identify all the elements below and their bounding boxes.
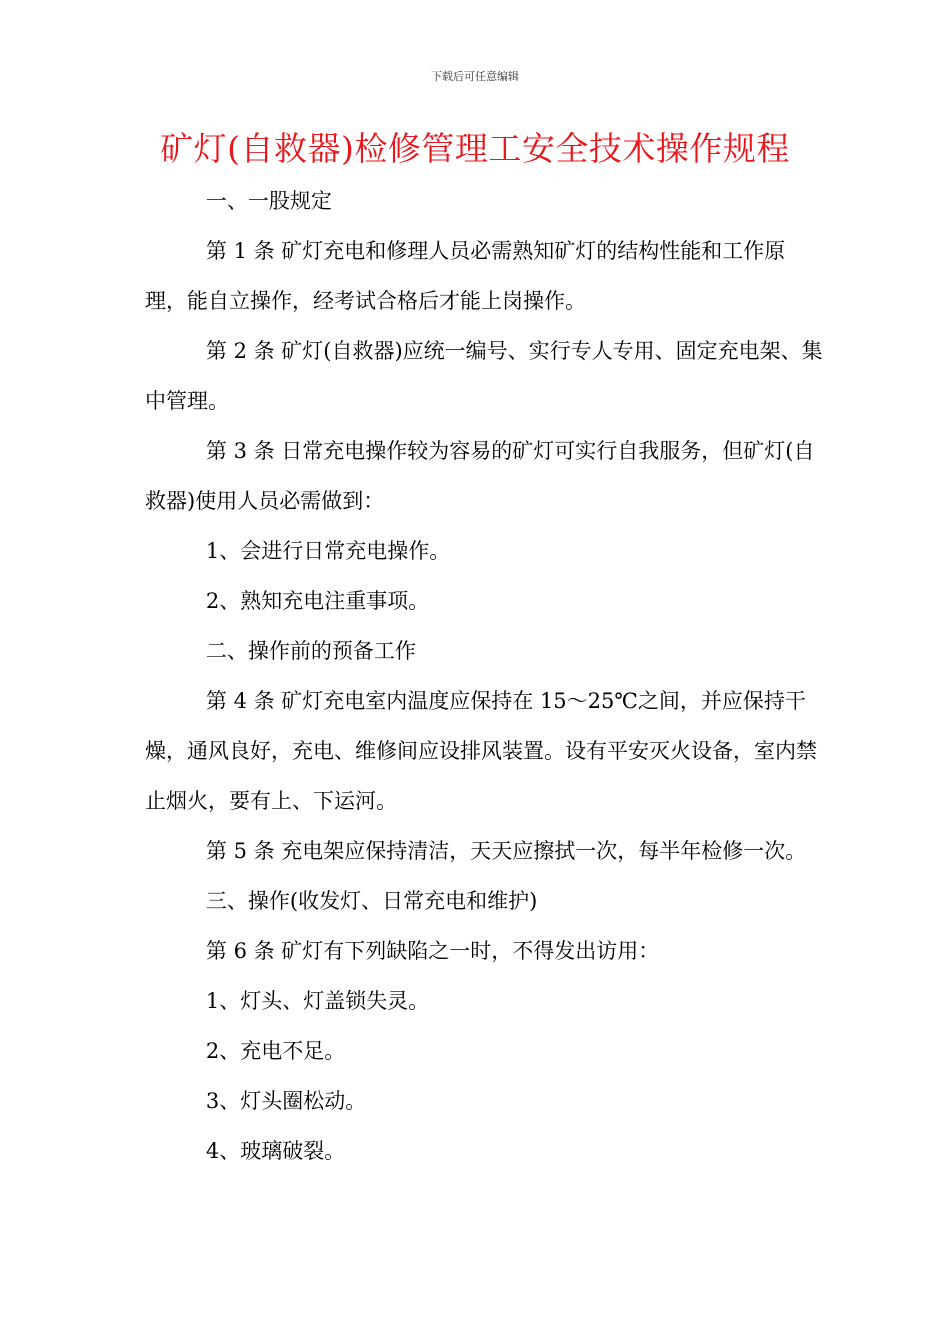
list-item-2: 2、熟知充电注重事项。: [205, 589, 430, 613]
list-item-1: 1、会进行日常充电操作。: [205, 539, 451, 563]
article-3: 第 3 条 日常充电操作较为容易的矿灯可实行自我服务，但矿灯(自救器)使用人员必需做到：: [145, 439, 815, 513]
defect-item-2: 2、充电不足。: [205, 1039, 346, 1063]
defect-item-1: 1、灯头、灯盖锁失灵。: [205, 989, 430, 1013]
section-heading-operation: 三、操作(收发灯、日常充电和维护): [205, 889, 538, 913]
header-note: 下载后可任意编辑: [431, 70, 519, 83]
article-5: 第 5 条 充电架应保持清洁，天天应擦拭一次，每半年检修一次。: [205, 839, 807, 863]
article-1: 第 1 条 矿灯充电和修理人员必需熟知矿灯的结构性能和工作原理，能自立操作，经考试合格后才能上岗操作。: [145, 239, 786, 313]
document-title: 矿灯(自救器)检修管理工安全技术操作规程: [160, 129, 790, 168]
section-heading-general: 一、一股规定: [205, 189, 332, 213]
defect-item-4: 4、玻璃破裂。: [205, 1139, 346, 1163]
article-2: 第 2 条 矿灯(自救器)应统一编号、实行专人专用、固定充电架、集中管理。: [145, 339, 823, 413]
document-body: [145, 176, 825, 1176]
defect-item-3: 3、灯头圈松动。: [205, 1089, 367, 1113]
section-heading-preparation: 二、操作前的预备工作: [205, 639, 416, 663]
article-4: 第 4 条 矿灯充电室内温度应保持在 15～25℃之间，并应保持干燥，通风良好，充电、维修间应设排风装置。设有平安灭火设备，室内禁止烟火，要有上、下运河。: [145, 689, 817, 813]
article-6: 第 6 条 矿灯有下列缺陷之一时，不得发出访用：: [205, 939, 660, 963]
